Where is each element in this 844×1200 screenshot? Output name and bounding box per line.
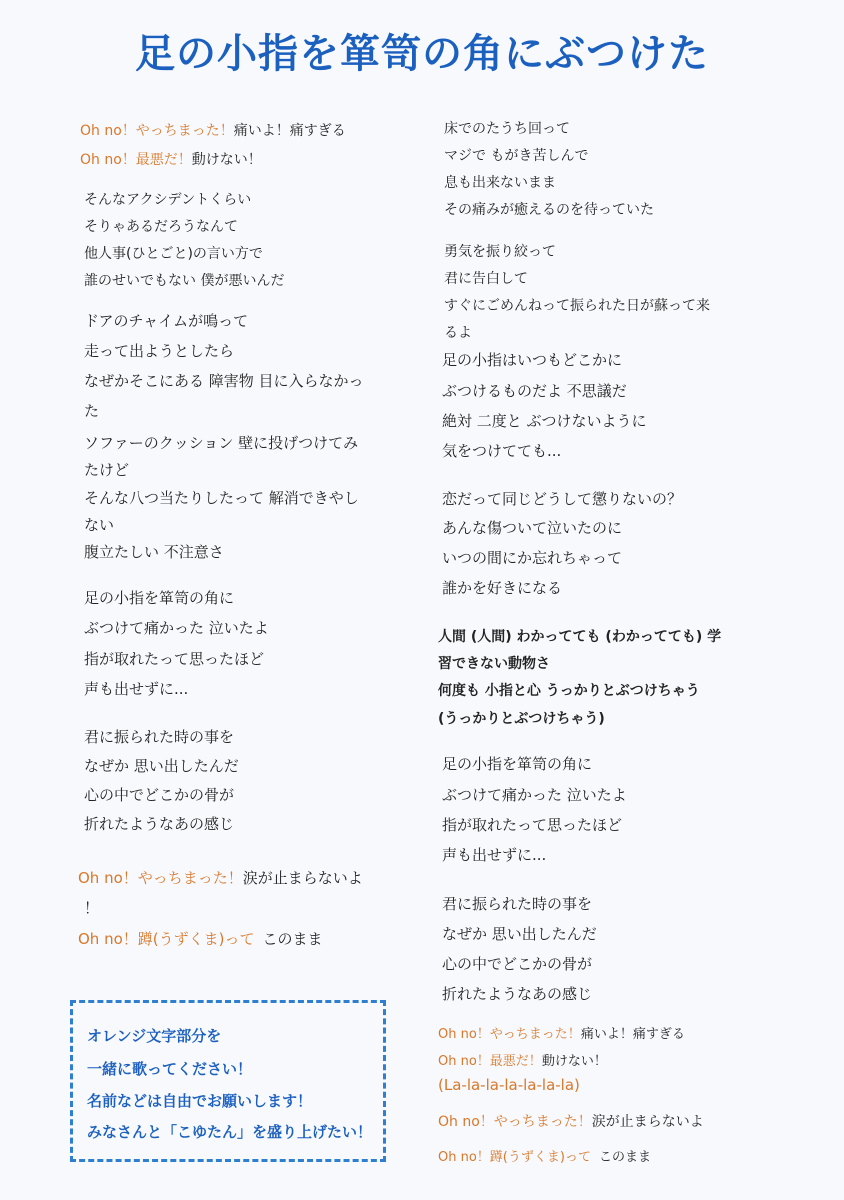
lyric-line: 腹立たしい 不注意さ xyxy=(84,543,224,561)
chorus-call: Oh no！最悪だ！ xyxy=(438,1054,542,1069)
lyric-line: 君に振られた時の事を xyxy=(442,895,593,913)
lyric-line: 何度も 小指と心 うっかりとぶつけちゃう xyxy=(438,683,700,699)
lyric-line: その痛みが癒えるのを待っていた xyxy=(444,202,654,218)
lyric-line xyxy=(438,1111,704,1131)
lyric-line: 人間 (人間) わかってても (わかってても) 学 xyxy=(438,629,722,645)
lyric-text: 涙が止まらないよ xyxy=(242,869,363,887)
chorus-call: Oh no！最悪だ！ xyxy=(80,152,192,168)
lyric-line: なぜか 思い出したんだ xyxy=(84,757,239,775)
lyric-line xyxy=(78,928,323,949)
lyric-line: なぜか 思い出したんだ xyxy=(442,925,597,943)
lyric-line: 息も出来ないまま xyxy=(444,175,556,191)
lyric-line: た xyxy=(84,402,100,420)
chorus-call: Oh no！やっちまった！ xyxy=(438,1114,592,1130)
lyric-line: ぶつけるものだよ 不思議だ xyxy=(442,382,627,400)
lyric-line: 指が取れたって思ったほど xyxy=(442,816,623,834)
lyric-line: 君に告白して xyxy=(444,271,528,287)
lyric-text: 動けない！ xyxy=(191,152,262,168)
chorus-call: Oh no！やっちまった！ xyxy=(438,1027,581,1042)
lyric-line: 指が取れたって思ったほど xyxy=(84,650,265,668)
lyric-line xyxy=(80,120,346,140)
lyric-text: このまま xyxy=(598,1150,651,1165)
lyric-line: 心の中でどこかの骨が xyxy=(442,955,593,973)
lyric-line: すぐにごめんねって振られた日が蘇って来 xyxy=(444,298,710,314)
lyric-line: 恋だって同じどうして懲りないの？ xyxy=(442,490,683,508)
lyric-line: 足の小指はいつもどこかに xyxy=(442,351,623,369)
lyric-line: そんな八つ当たりしたって 解消できやし xyxy=(84,489,359,507)
chorus-call: Oh no！蹲(うずくま)って xyxy=(438,1150,591,1165)
page-title: 足の小指を箪笥の角にぶつけた xyxy=(135,31,709,77)
chorus-call: Oh no！やっちまった！ xyxy=(80,123,234,139)
lyric-line xyxy=(438,1050,607,1069)
lyric-text: このまま xyxy=(262,930,323,948)
lyric-line: ない xyxy=(84,516,115,534)
lyric-line: 足の小指を箪笥の角に xyxy=(442,755,593,773)
lyric-line: 足の小指を箪笥の角に xyxy=(84,589,235,607)
lyric-line: ぶつけて痛かった 泣いたよ xyxy=(442,786,627,804)
lyric-line: ソファーのクッション 壁に投げつけてみ xyxy=(84,434,359,452)
lyric-line xyxy=(438,1023,685,1042)
lyric-line: ぶつけて痛かった 泣いたよ xyxy=(84,619,269,637)
note-line: 名前などは自由でお願いします！ xyxy=(87,1092,313,1110)
chorus-call: Oh no！やっちまった！ xyxy=(78,869,243,887)
lyric-text: 痛いよ！痛すぎる xyxy=(580,1027,685,1042)
lyric-line: 声も出せずに... xyxy=(84,680,189,698)
lyric-line xyxy=(78,867,363,888)
lyric-line: 折れたようなあの感じ xyxy=(442,985,593,1003)
lyric-line: 心の中でどこかの骨が xyxy=(84,786,235,804)
lyric-line: たけど xyxy=(84,461,130,479)
lyric-line: (La-la-la-la-la-la-la) xyxy=(438,1076,580,1094)
note-line: みなさんと「こゆたん」を盛り上げたい！ xyxy=(87,1123,373,1141)
lyric-line: 習できない動物さ xyxy=(438,656,550,672)
lyric-line: 床でのたうち回って xyxy=(444,121,570,137)
lyric-line: 気をつけてても... xyxy=(442,442,562,460)
lyric-line: いつの間にか忘れちゃって xyxy=(442,549,623,567)
lyric-line: あんな傷ついて泣いたのに xyxy=(442,519,623,537)
lyric-line: マジで もがき苦しんで xyxy=(444,148,589,164)
lyric-text: 痛いよ！痛すぎる xyxy=(233,123,346,139)
lyric-line xyxy=(438,1146,651,1165)
lyric-text: 動けない！ xyxy=(541,1054,607,1069)
note-line: オレンジ文字部分を xyxy=(87,1027,222,1045)
lyric-line: そんなアクシデントくらい xyxy=(84,192,252,208)
lyric-line: ドアのチャイムが鳴って xyxy=(84,312,249,330)
lyric-line: ！ xyxy=(84,899,100,917)
lyric-line: 走って出ようとしたら xyxy=(84,342,235,360)
lyric-line: 他人事(ひとごと)の言い方で xyxy=(84,246,263,262)
lyric-line: 絶対 二度と ぶつけないように xyxy=(442,412,647,430)
lyric-line: (うっかりとぶつけちゃう) xyxy=(438,711,605,727)
lyric-line: 声も出せずに... xyxy=(442,846,547,864)
lyric-line: 勇気を振り絞って xyxy=(444,244,556,260)
lyric-line: 誰かを好きになる xyxy=(442,579,563,597)
lyric-line: るよ xyxy=(444,325,472,341)
lyric-line: 折れたようなあの感じ xyxy=(84,815,235,833)
lyric-line: なぜかそこにある 障害物 目に入らなかっ xyxy=(84,372,364,390)
chorus-call: Oh no！蹲(うずくま)って xyxy=(78,930,255,948)
lyric-text: 涙が止まらないよ xyxy=(591,1114,704,1130)
lyric-line: 誰のせいでもない 僕が悪いんだ xyxy=(84,273,285,289)
note-line: 一緒に歌ってください！ xyxy=(87,1060,253,1078)
lyric-line xyxy=(80,149,262,169)
sing-along-note xyxy=(70,1000,386,1162)
lyric-line: 君に振られた時の事を xyxy=(84,728,235,746)
lyric-line: そりゃあるだろうなんて xyxy=(84,219,238,235)
